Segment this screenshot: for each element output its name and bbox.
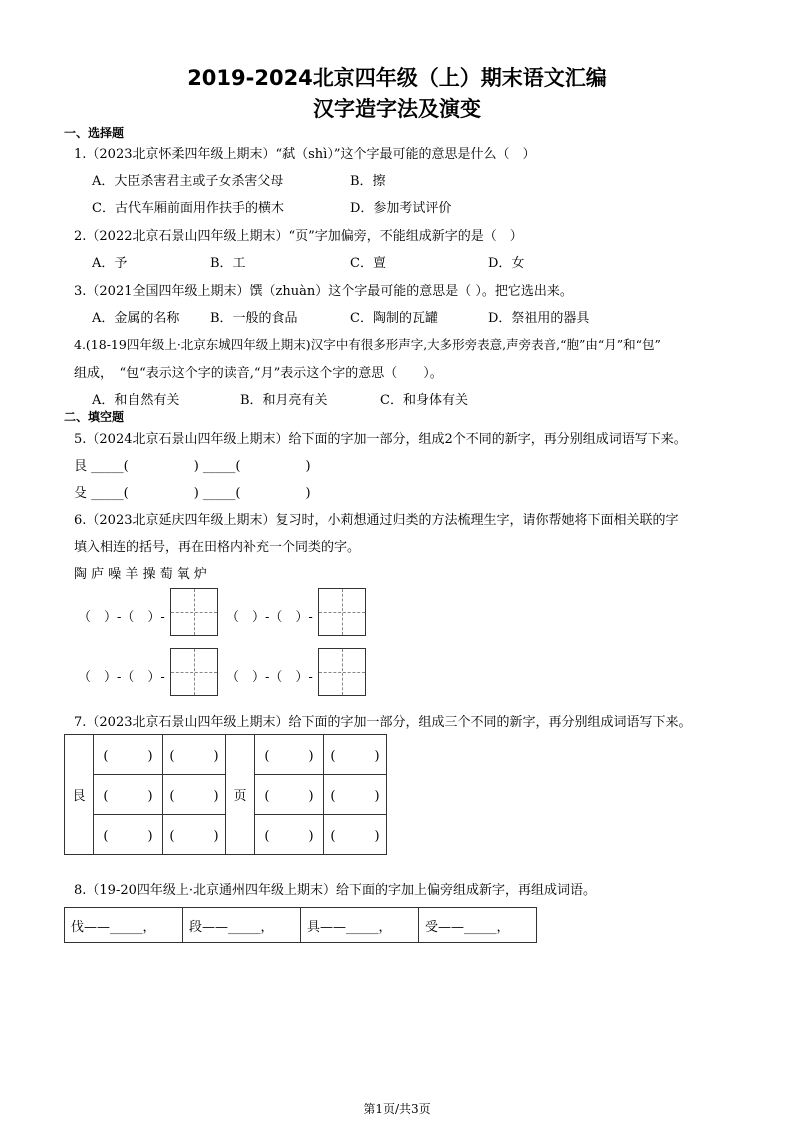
q1-option-d[interactable]: D．参加考试评价	[350, 201, 452, 216]
q6-tian-box-3[interactable]	[170, 648, 218, 696]
page-footer: 第1页/共3页	[363, 1102, 431, 1116]
q1-option-a[interactable]: A．大臣杀害君主或子女杀害父母	[92, 174, 284, 189]
question-6-line1: 6.（2023北京延庆四年级上期末）复习时，小莉想通过归类的方法梳理生字，请你帮她将下面相关联的字	[74, 513, 679, 528]
q7-table	[64, 734, 387, 855]
q6-tian-box-2[interactable]	[318, 588, 366, 636]
q1-option-c[interactable]: C．古代车厢前面用作扶手的横木	[92, 201, 284, 216]
q6-tian-box-1[interactable]	[170, 588, 218, 636]
q3-option-c[interactable]: C．陶制的瓦罐	[350, 311, 438, 326]
q8-cell-duan[interactable]: 段——_____，	[183, 908, 301, 943]
q8-cell-ju[interactable]: 具——_____，	[301, 908, 419, 943]
q7-cell[interactable]: ( )	[94, 815, 163, 855]
question-4-line2: 组成， “包“表示这个字的读音,“月”表示这个字的意思（ ）。	[74, 366, 443, 381]
q4-option-b[interactable]: B．和月亮有关	[240, 393, 328, 408]
q7-cell[interactable]: ( )	[94, 735, 163, 775]
q2-option-b[interactable]: B．工	[210, 256, 246, 271]
q7-cell[interactable]: ( )	[255, 735, 324, 775]
q7-cell[interactable]: ( )	[324, 735, 387, 775]
q1-option-b[interactable]: B．擦	[350, 174, 386, 189]
q3-option-a[interactable]: A．金属的名称	[92, 311, 180, 326]
section-heading-choice: 一、选择题	[64, 126, 125, 140]
question-2: 2.（2022北京石景山四年级上期末）“页”字加偏旁，不能组成新字的是（ ）	[74, 229, 523, 244]
q4-option-a[interactable]: A．和自然有关	[92, 393, 180, 408]
q2-option-c[interactable]: C．亶	[350, 256, 386, 271]
q5-row-gen[interactable]: 艮 _____( ) _____( )	[74, 459, 311, 474]
q3-option-b[interactable]: B．一般的食品	[210, 311, 298, 326]
question-5: 5.（2024北京石景山四年级上期末）给下面的字加一部分，组成2个不同的新字，再分别组成词语写下来。	[74, 432, 687, 447]
q6-pair-4[interactable]: （ ）-（ ）-	[226, 670, 313, 685]
q7-char-gen: 艮	[65, 735, 94, 855]
q7-cell[interactable]: ( )	[94, 775, 163, 815]
q7-cell[interactable]: ( )	[163, 815, 226, 855]
q2-option-d[interactable]: D．女	[488, 256, 525, 271]
q7-char-ye: 页	[226, 735, 255, 855]
q2-option-a[interactable]: A．予	[92, 256, 128, 271]
q7-cell[interactable]: ( )	[163, 735, 226, 775]
q6-pair-3[interactable]: （ ）-（ ）-	[78, 670, 165, 685]
q4-option-c[interactable]: C．和身体有关	[380, 393, 468, 408]
q6-pair-2[interactable]: （ ）-（ ）-	[226, 610, 313, 625]
q6-pair-1[interactable]: （ ）-（ ）-	[78, 610, 165, 625]
q8-table	[64, 907, 537, 943]
question-4-line1: 4.(18-19四年级上·北京东城四年级上期末)汉字中有很多形声字,大多形旁表意,声旁表音,“胞”由“月”和“包”	[74, 337, 661, 352]
page-subtitle: 汉字造字法及演变	[313, 97, 481, 121]
q7-cell[interactable]: ( )	[324, 775, 387, 815]
q7-cell[interactable]: ( )	[255, 775, 324, 815]
question-8: 8.（19-20四年级上·北京通州四年级上期末）给下面的字加上偏旁组成新字，再组成词语。	[74, 883, 597, 898]
question-7: 7.（2023北京石景山四年级上期末）给下面的字加一部分，组成三个不同的新字，再分别组成词语写下来。	[74, 715, 692, 730]
page-title: 2019-2024北京四年级（上）期末语文汇编	[187, 66, 607, 90]
q8-cell-shou[interactable]: 受——_____，	[419, 908, 537, 943]
q6-tian-box-4[interactable]	[318, 648, 366, 696]
q7-cell[interactable]: ( )	[163, 775, 226, 815]
q7-cell[interactable]: ( )	[255, 815, 324, 855]
q7-cell[interactable]: ( )	[324, 815, 387, 855]
q6-char-list: 陶 庐 噪 羊 操 萄 氧 炉	[74, 567, 207, 582]
q3-option-d[interactable]: D．祭祖用的器具	[488, 311, 590, 326]
section-heading-fill: 二、填空题	[64, 410, 125, 424]
q5-row-shu[interactable]: 殳 _____( ) _____( )	[74, 486, 311, 501]
q8-cell-fa[interactable]: 伐——_____，	[65, 908, 183, 943]
question-6-line2: 填入相连的括号，再在田格内补充一个同类的字。	[74, 540, 361, 555]
question-3: 3.（2021全国四年级上期末）馔（zhuàn）这个字最可能的意思是（ ）。把它选出来。	[74, 284, 573, 299]
question-1: 1.（2023北京怀柔四年级上期末）“弑（shì）”这个字最可能的意思是什么（ ）	[74, 147, 536, 162]
